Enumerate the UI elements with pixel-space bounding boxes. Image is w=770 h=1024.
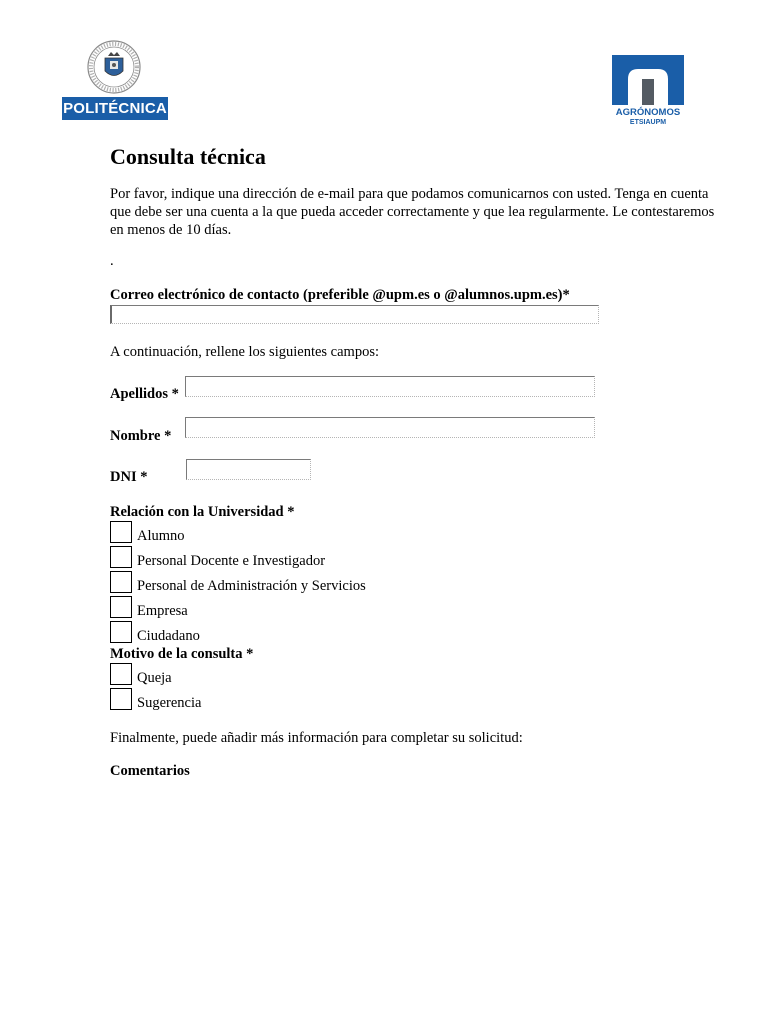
checkbox-queja[interactable]	[110, 663, 132, 685]
fields-intro-text: A continuación, rellene los siguientes campos:	[110, 344, 379, 360]
option-label-queja: Queja	[137, 670, 172, 686]
option-label-sugerencia: Sugerencia	[137, 695, 202, 711]
motivo-label: Motivo de la consulta *	[110, 646, 254, 662]
option-label-ciudadano: Ciudadano	[137, 628, 200, 644]
checkbox-empresa[interactable]	[110, 596, 132, 618]
dni-field[interactable]	[186, 459, 311, 480]
final-text: Finalmente, puede añadir más información para completar su solicitud:	[110, 730, 523, 746]
option-label-pdi: Personal Docente e Investigador	[137, 553, 326, 569]
option-label-pas: Personal de Administración y Servicios	[137, 578, 366, 594]
intro-paragraph: Por favor, indique una dirección de e-mail para que podamos comunicarnos con usted. Tenga en cuenta que debe ser una cuenta a la que pueda acceder correctamente y que lea regularmente. Le contestaremos en menos de 10 días.	[110, 186, 715, 238]
upm-wordmark: POLITÉCNICA	[62, 97, 168, 120]
email-label: Correo electrónico de contacto (preferible @upm.es o @alumnos.upm.es)*	[110, 287, 570, 303]
apellidos-label: Apellidos *	[110, 386, 179, 402]
nombre-field[interactable]	[185, 417, 595, 438]
checkbox-ciudadano[interactable]	[110, 621, 132, 643]
checkbox-sugerencia[interactable]	[110, 688, 132, 710]
checkbox-pdi[interactable]	[110, 546, 132, 568]
agronomos-logo-name: AGRÓNOMOS	[615, 107, 681, 118]
dni-label: DNI *	[110, 469, 148, 485]
nombre-label: Nombre *	[110, 428, 172, 444]
comentarios-label: Comentarios	[110, 763, 190, 779]
upm-seal-logo	[86, 38, 142, 96]
agronomos-logo-subtitle: ETSIAUPM	[629, 119, 667, 126]
email-field[interactable]	[110, 305, 599, 324]
checkbox-alumno[interactable]	[110, 521, 132, 543]
option-label-alumno: Alumno	[137, 528, 185, 544]
apellidos-field[interactable]	[185, 376, 595, 397]
agronomos-logo-mark	[612, 55, 684, 105]
checkbox-pas[interactable]	[110, 571, 132, 593]
page-title: Consulta técnica	[110, 144, 266, 169]
option-label-empresa: Empresa	[137, 603, 188, 619]
relacion-label: Relación con la Universidad *	[110, 504, 295, 520]
separator-dot: .	[110, 253, 114, 269]
